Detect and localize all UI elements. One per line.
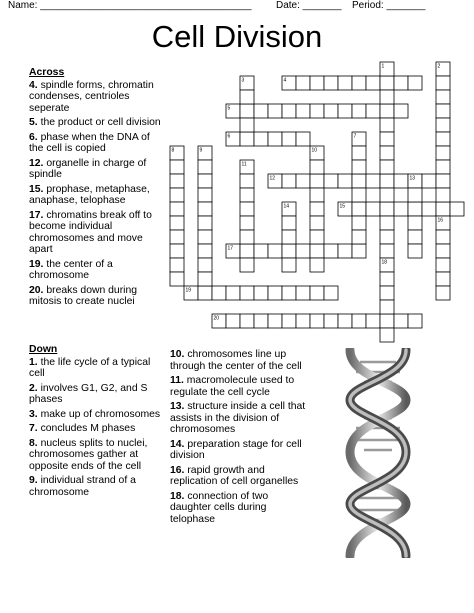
crossword-cell[interactable] (170, 216, 184, 230)
cell-number: 2 (437, 63, 441, 70)
cell-number: 18 (381, 259, 388, 266)
crossword-cell[interactable] (170, 272, 184, 286)
crossword-cell[interactable] (198, 258, 212, 272)
clue-text: chromatins break off to become individual chromosomes and move apart (29, 209, 152, 255)
crossword-cell[interactable] (296, 174, 310, 188)
dna-helix-icon (342, 348, 414, 558)
crossword-cell[interactable] (282, 174, 296, 188)
crossword-cell[interactable] (380, 286, 394, 300)
crossword-cell[interactable] (240, 314, 254, 328)
crossword-cell[interactable] (310, 104, 324, 118)
crossword-cell[interactable] (240, 132, 254, 146)
clue-number: 17. (29, 209, 44, 221)
crossword-cell[interactable] (338, 244, 352, 258)
crossword-cell[interactable] (310, 202, 324, 216)
cell-number: 4 (283, 77, 287, 84)
crossword-cell[interactable] (324, 244, 338, 258)
cell-number: 6 (227, 133, 231, 140)
crossword-cell[interactable] (296, 244, 310, 258)
crossword-cell[interactable] (240, 118, 254, 132)
crossword-cell[interactable] (436, 272, 450, 286)
crossword-cell[interactable] (170, 174, 184, 188)
clue-number: 18. (170, 490, 185, 502)
crossword-cell[interactable] (380, 314, 394, 328)
cell-number: 9 (199, 147, 203, 154)
clue-number: 4. (29, 79, 38, 91)
crossword-cell[interactable] (282, 258, 296, 272)
crossword-cell[interactable] (212, 286, 226, 300)
crossword-cell[interactable] (394, 202, 408, 216)
clue-number: 11. (170, 375, 184, 386)
crossword-cell[interactable] (254, 132, 268, 146)
crossword-cell[interactable] (436, 286, 450, 300)
crossword-cell[interactable] (408, 230, 422, 244)
crossword-cell[interactable] (268, 132, 282, 146)
across-heading: Across (29, 67, 65, 78)
cell-number: 11 (241, 161, 247, 168)
clue-number: 13. (170, 401, 185, 412)
clue-text: prophase, metaphase, anaphase, telophase (29, 183, 150, 206)
crossword-cell[interactable] (282, 230, 296, 244)
clue-number: 1. (29, 356, 38, 368)
crossword-cell[interactable] (436, 202, 450, 216)
crossword-cell[interactable] (240, 216, 254, 230)
cell-number: 17 (227, 245, 234, 252)
cell-number: 13 (409, 175, 416, 182)
crossword-cell[interactable] (338, 174, 352, 188)
crossword-cell[interactable] (338, 314, 352, 328)
crossword-cell[interactable] (310, 76, 324, 90)
crossword-cell[interactable] (254, 104, 268, 118)
clue-text: make up of chromosomes (40, 408, 161, 420)
crossword-cell[interactable] (240, 202, 254, 216)
crossword-cell[interactable] (240, 188, 254, 202)
crossword-cell[interactable] (338, 104, 352, 118)
crossword-cell[interactable] (436, 174, 450, 188)
clue-text: phase when the DNA of the cell is copied (29, 131, 150, 154)
crossword-cell[interactable] (198, 216, 212, 230)
crossword-cell[interactable] (352, 188, 366, 202)
crossword-cell[interactable] (408, 244, 422, 258)
crossword-cell[interactable] (198, 174, 212, 188)
crossword-cell[interactable] (282, 132, 296, 146)
cell-number: 16 (437, 217, 444, 224)
crossword-cell[interactable] (170, 258, 184, 272)
crossword-cell[interactable] (436, 76, 450, 90)
clue-text: breaks down during mitosis to create nuclei (29, 284, 138, 307)
crossword-cell[interactable] (240, 244, 254, 258)
crossword-cell[interactable] (324, 174, 338, 188)
crossword-cell[interactable] (394, 104, 408, 118)
clue-number: 12. (29, 157, 44, 169)
cell-number: 19 (185, 287, 192, 294)
crossword-cell[interactable] (436, 104, 450, 118)
crossword-cell[interactable] (380, 244, 394, 258)
crossword-cell[interactable] (254, 286, 268, 300)
crossword-cell[interactable] (394, 314, 408, 328)
clue-number: 9. (29, 475, 38, 486)
crossword-cell[interactable] (408, 202, 422, 216)
crossword-cell[interactable] (170, 160, 184, 174)
clue-text: the product or cell division (40, 117, 161, 128)
clue-number: 7. (29, 423, 38, 434)
crossword-cell[interactable] (268, 286, 282, 300)
crossword-cell[interactable] (268, 244, 282, 258)
crossword-cell[interactable] (198, 188, 212, 202)
crossword-cell[interactable] (352, 216, 366, 230)
crossword-cell[interactable] (380, 230, 394, 244)
crossword-cell[interactable] (352, 244, 366, 258)
cell-number: 15 (339, 203, 346, 210)
clue-text: organelle in charge of spindle (29, 157, 147, 180)
cell-number: 7 (353, 133, 357, 140)
crossword-cell[interactable] (352, 230, 366, 244)
clue-number: 3. (29, 408, 38, 420)
crossword-cell[interactable] (282, 104, 296, 118)
clue-text: spindle forms, chromatin condenses, centrioles seperate (29, 79, 154, 114)
crossword-cell[interactable] (394, 174, 408, 188)
clue-number: 2. (29, 382, 38, 394)
crossword-cell[interactable] (198, 202, 212, 216)
clue-number: 14. (170, 438, 185, 450)
clue-number: 6. (29, 131, 38, 143)
crossword-cell[interactable] (170, 202, 184, 216)
clue-number: 19. (29, 258, 44, 270)
crossword-cell[interactable] (352, 160, 366, 174)
crossword-cell[interactable] (310, 230, 324, 244)
crossword-cell[interactable] (436, 146, 450, 160)
crossword-cell[interactable] (408, 216, 422, 230)
crossword-cell[interactable] (226, 314, 240, 328)
clue-text: nucleus splits to nuclei, chromosomes gather at opposite ends of the cell (29, 437, 148, 472)
cell-number: 8 (171, 147, 175, 154)
crossword-cell[interactable] (310, 244, 324, 258)
clue-text: concludes M phases (40, 423, 136, 434)
crossword-cell[interactable] (380, 104, 394, 118)
clue-number: 5. (29, 117, 38, 128)
crossword-cell[interactable] (436, 118, 450, 132)
crossword-cell[interactable] (240, 104, 254, 118)
crossword-cell[interactable] (436, 132, 450, 146)
crossword-cell[interactable] (310, 258, 324, 272)
crossword-cell[interactable] (282, 216, 296, 230)
crossword-cell[interactable] (436, 160, 450, 174)
crossword-cell[interactable] (268, 104, 282, 118)
crossword-cell[interactable] (240, 230, 254, 244)
crossword-cell[interactable] (380, 188, 394, 202)
crossword-cell[interactable] (268, 314, 282, 328)
clue-text: rapid growth and replication of cell organelles (170, 464, 299, 487)
crossword-cell[interactable] (198, 244, 212, 258)
crossword-cell[interactable] (352, 146, 366, 160)
crossword-cell[interactable] (408, 314, 422, 328)
crossword-cell[interactable] (436, 230, 450, 244)
crossword-cell[interactable] (394, 76, 408, 90)
cell-number: 20 (213, 315, 220, 322)
crossword-cell[interactable] (296, 104, 310, 118)
clue-text: the life cycle of a typical cell (29, 356, 151, 379)
crossword-cell[interactable] (310, 286, 324, 300)
crossword-cell[interactable] (240, 258, 254, 272)
down-heading: Down (29, 344, 58, 355)
crossword-cell[interactable] (198, 160, 212, 174)
page-title: Cell Division (151, 19, 323, 54)
crossword-cell[interactable] (310, 314, 324, 328)
crossword-cell[interactable] (352, 76, 366, 90)
crossword-cell[interactable] (282, 286, 296, 300)
crossword-cell[interactable] (380, 132, 394, 146)
crossword-cell[interactable] (352, 174, 366, 188)
crossword-cell[interactable] (254, 314, 268, 328)
crossword-cell[interactable] (296, 314, 310, 328)
cell-number: 5 (227, 105, 231, 112)
crossword-cell[interactable] (324, 286, 338, 300)
clue-text: macromolecule used to regulate the cell cycle (170, 375, 295, 398)
crossword-cell[interactable] (380, 216, 394, 230)
crossword-cell[interactable] (198, 286, 212, 300)
crossword-cell[interactable] (282, 314, 296, 328)
crossword-cell[interactable] (380, 76, 394, 90)
crossword-cell[interactable] (254, 244, 268, 258)
crossword-cell[interactable] (226, 286, 240, 300)
cell-number: 1 (381, 63, 385, 70)
crossword-cell[interactable] (366, 76, 380, 90)
crossword-cell[interactable] (324, 314, 338, 328)
crossword-cell[interactable] (310, 174, 324, 188)
crossword-cell[interactable] (436, 90, 450, 104)
crossword-cell[interactable] (198, 230, 212, 244)
clue-text: involves G1, G2, and S phases (29, 382, 148, 405)
crossword-cell[interactable] (380, 160, 394, 174)
crossword-cell[interactable] (380, 118, 394, 132)
crossword-cell[interactable] (240, 90, 254, 104)
crossword-cell[interactable] (310, 188, 324, 202)
clue-number: 15. (29, 183, 44, 195)
clue-number: 8. (29, 437, 38, 449)
crossword-cell[interactable] (380, 202, 394, 216)
crossword-cell[interactable] (296, 76, 310, 90)
crossword-cell[interactable] (380, 90, 394, 104)
clue-text: the center of a chromosome (29, 258, 113, 281)
crossword-cell[interactable] (450, 202, 464, 216)
crossword-cell[interactable] (296, 286, 310, 300)
crossword-cell[interactable] (422, 202, 436, 216)
crossword-cell[interactable] (198, 272, 212, 286)
cell-number: 14 (283, 203, 290, 210)
cell-number: 10 (311, 147, 318, 154)
clue-number: 16. (170, 464, 185, 476)
crossword-cell[interactable] (366, 314, 380, 328)
crossword-cell[interactable] (170, 244, 184, 258)
clue-text: individual strand of a chromosome (29, 475, 136, 498)
period-label: Period: _______ (352, 0, 426, 11)
clue-text: preparation stage for cell division (170, 438, 302, 461)
crossword-cell[interactable] (366, 174, 380, 188)
crossword-cell[interactable] (436, 244, 450, 258)
crossword-cell[interactable] (324, 76, 338, 90)
crossword-cell[interactable] (352, 202, 366, 216)
crossword-cell[interactable] (408, 76, 422, 90)
clue-text: connection of two daughter cells during telophase (170, 490, 269, 525)
crossword-cell[interactable] (310, 216, 324, 230)
crossword-cell[interactable] (240, 174, 254, 188)
clue-text: chromosomes line up through the center of the cell (170, 349, 302, 372)
crossword-cell[interactable] (170, 230, 184, 244)
crossword-cell[interactable] (422, 174, 436, 188)
clue-number: 10. (170, 349, 185, 360)
crossword-cell[interactable] (408, 188, 422, 202)
crossword-cell[interactable] (282, 244, 296, 258)
crossword-cell[interactable] (324, 104, 338, 118)
crossword-cell[interactable] (380, 146, 394, 160)
crossword-cell[interactable] (380, 174, 394, 188)
crossword-cell[interactable] (352, 314, 366, 328)
crossword-cell[interactable] (310, 160, 324, 174)
crossword-cell[interactable] (366, 202, 380, 216)
crossword-cell[interactable] (436, 258, 450, 272)
crossword-cell[interactable] (352, 104, 366, 118)
date-label: Date: _______ (276, 0, 342, 11)
crossword-cell[interactable] (380, 328, 394, 342)
crossword-cell[interactable] (338, 76, 352, 90)
crossword-cell[interactable] (380, 272, 394, 286)
crossword-cell[interactable] (366, 104, 380, 118)
clue-text: structure inside a cell that assists in the division of chromosomes (170, 401, 306, 435)
crossword-cell[interactable] (436, 188, 450, 202)
name-label: Name: ______________________________________ (8, 0, 252, 11)
cell-number: 12 (269, 175, 276, 182)
crossword-cell[interactable] (170, 188, 184, 202)
cell-number: 3 (241, 77, 245, 84)
clue-number: 20. (29, 284, 44, 296)
crossword-cell[interactable] (380, 300, 394, 314)
crossword-cell[interactable] (240, 286, 254, 300)
crossword-cell[interactable] (296, 132, 310, 146)
